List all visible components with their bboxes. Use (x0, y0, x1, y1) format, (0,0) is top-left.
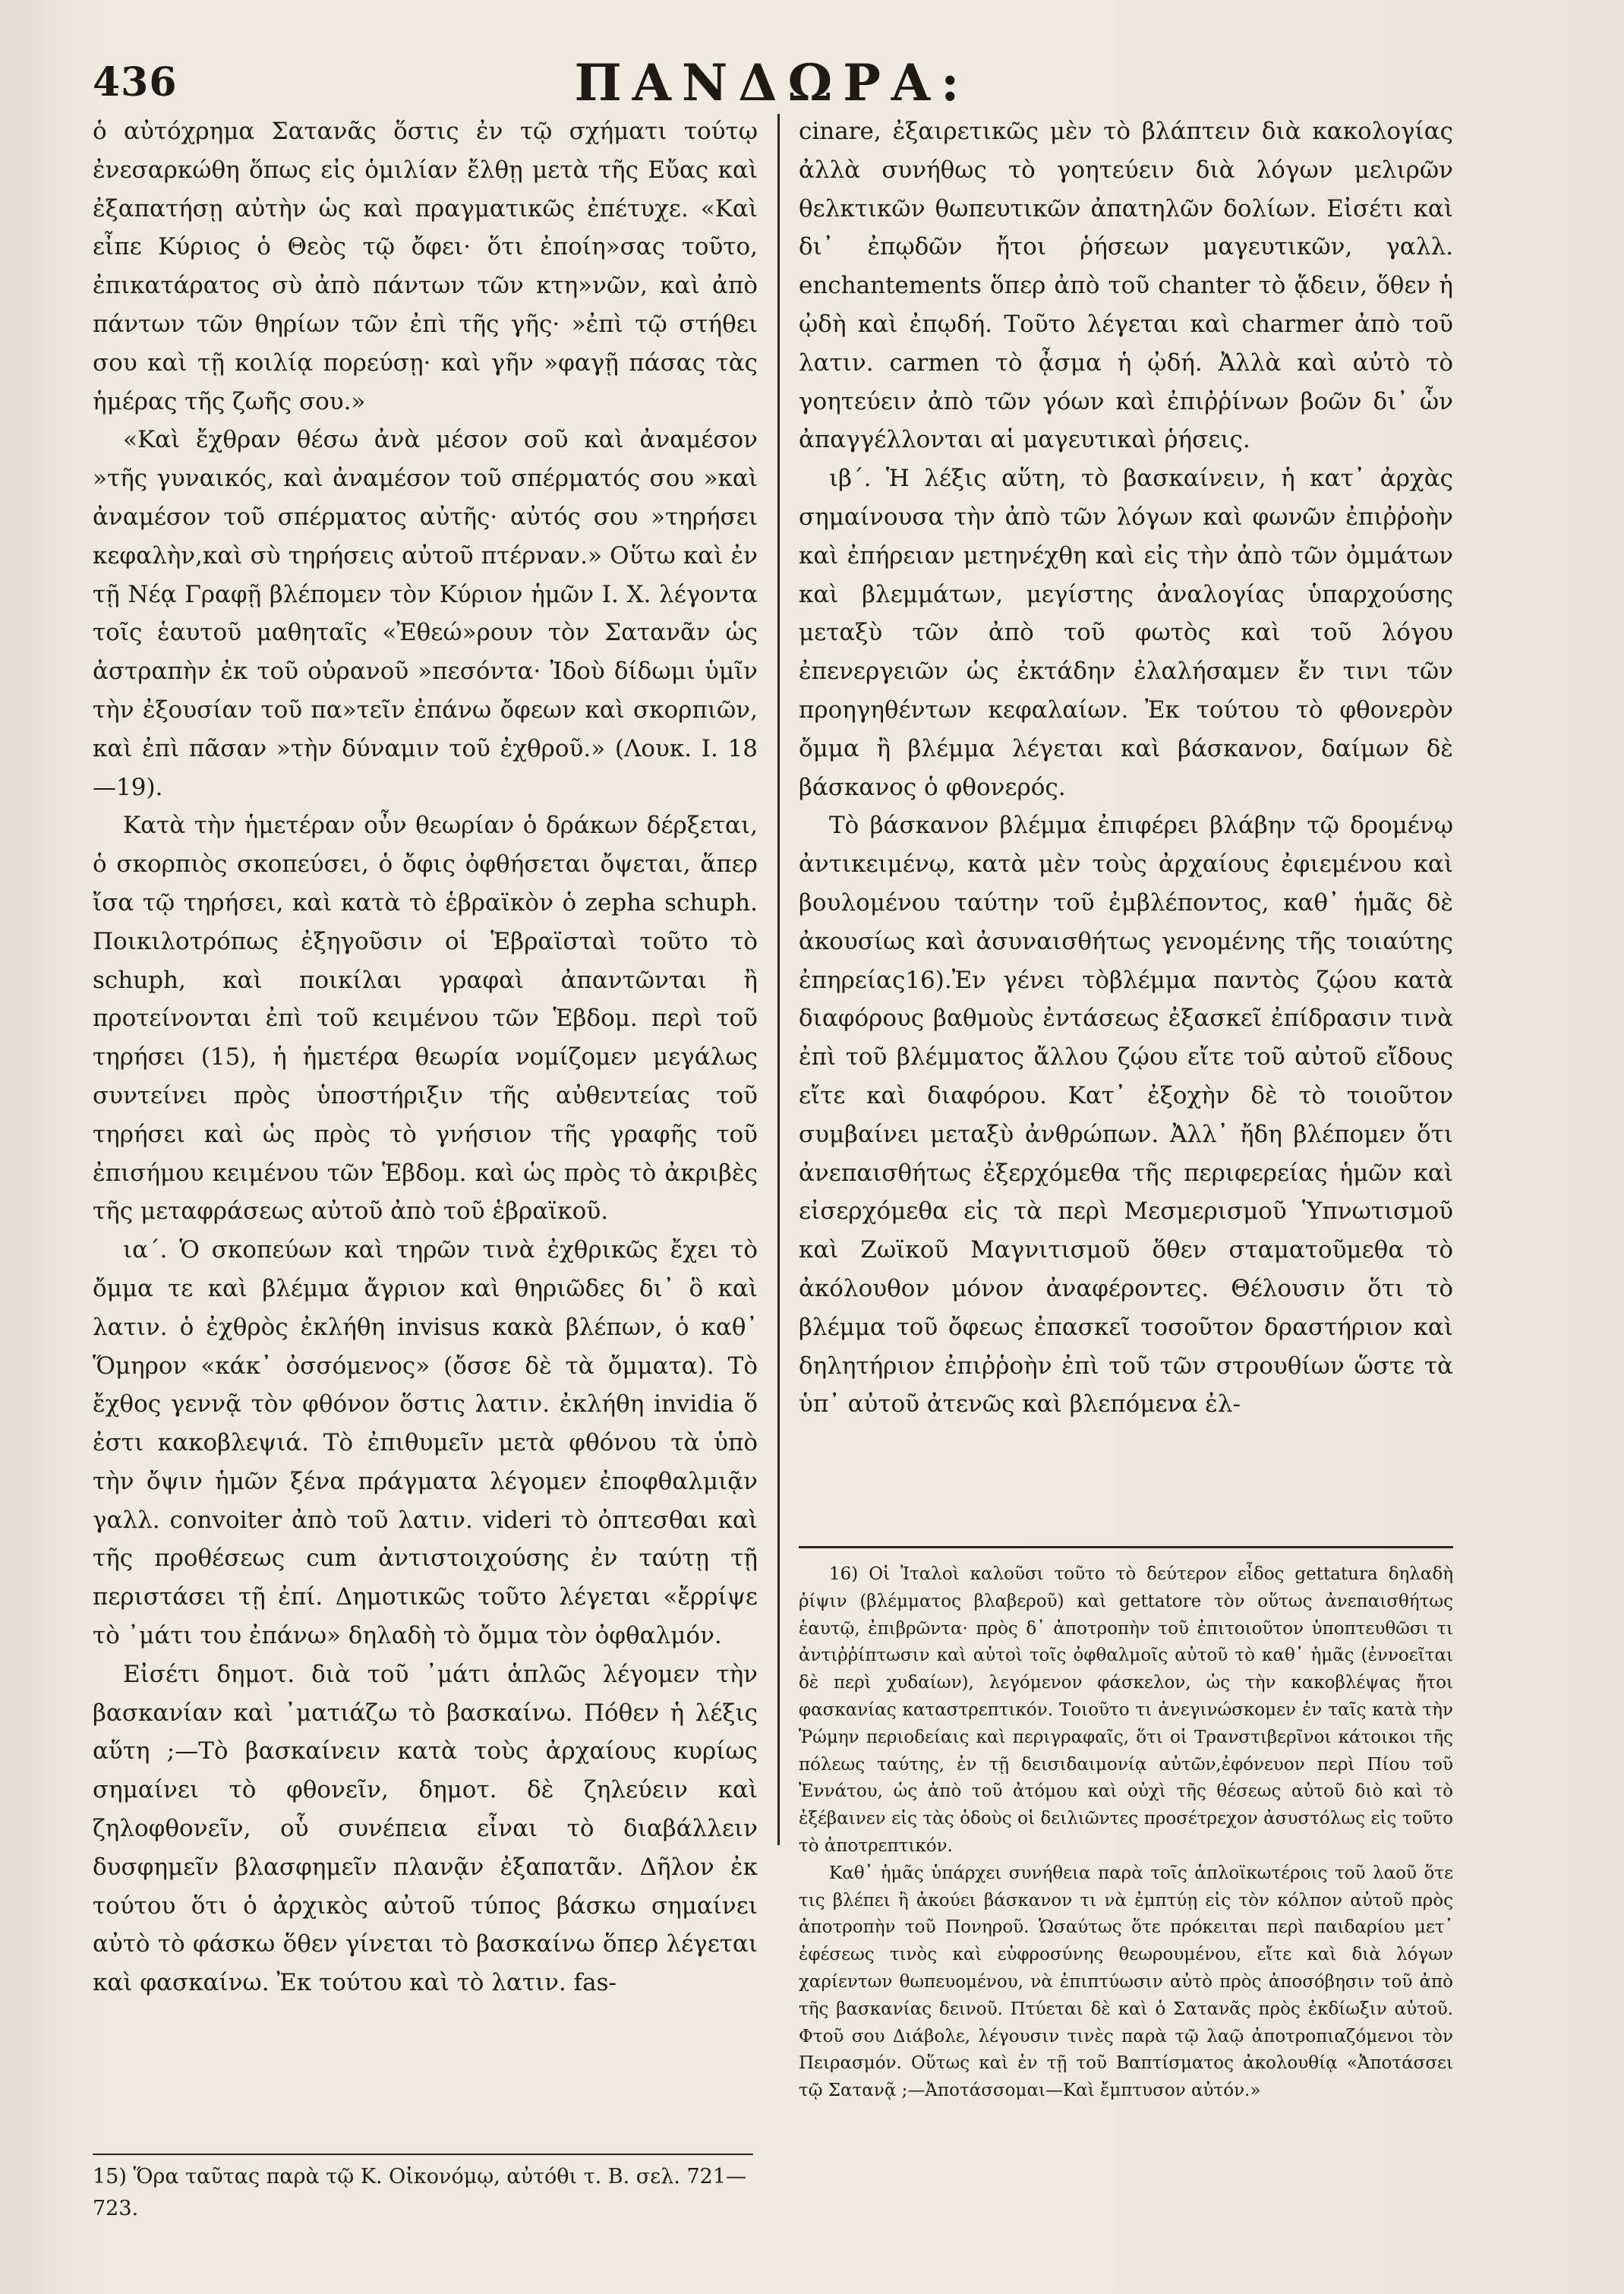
footnote-15: 15) Ὅρα ταῦτας παρὰ τῷ Κ. Οἰκονόμῳ, αὐτόθι τ. Β. σελ. 721—723. (93, 2165, 747, 2220)
right-column (799, 112, 1453, 1424)
right-paragraph-1: cinare, ἐξαιρετικῶς μὲν τὸ βλάπτειν διὰ κακολογίας ἀλλὰ συνήθως τὸ γοητεύειν διὰ λόγων μελιρῶν θελκτικῶν θωπευτικῶν ἀπατηλῶν δολίων. Εἰσέτι καὶ δι᾽ ἐπῳδῶν ἤτοι ῥήσεων μαγευτικῶν, γαλλ. enchantements ὅπερ ἀπὸ τοῦ chanter τὸ ᾄδειν, ὅθεν ἡ ᾠδὴ καὶ ἐπῳδή. Τοῦτο λέγεται καὶ charmer ἀπὸ τοῦ λατιν. carmen τὸ ᾆσμα ἡ ᾠδή. Ἀλλὰ καὶ αὐτὸ τὸ γοητεύειν ἀπὸ τῶν γόων καὶ ἐπιῤῥίνων βοῶν δι᾽ ὧν ἀπαγγέλλονται αἱ μαγευτικαὶ ῥήσεις. (799, 118, 1453, 454)
left-paragraph-4: ια΄. Ὁ σκοπεύων καὶ τηρῶν τινὰ ἐχθρικῶς ἔχει τὸ ὄμμα τε καὶ βλέμμα ἄγριον καὶ θηριῶδες δι᾽ ὃ καὶ λατιν. ὁ ἐχθρὸς ἐκλήθη invisus κακὰ βλέπων, ὁ καθ᾽ Ὅμηρον «κάκ᾽ ὀσσόμενος» (ὄσσε δὲ τὰ ὄμματα). Τὸ ἔχθος γεννᾷ τὸν φθόνον ὅστις λατιν. ἐκλήθη invidia ὅ ἐστι κακοβλεψιά. Τὸ ἐπιθυμεῖν μετὰ φθόνου τὰ ὑπὸ τὴν ὄψιν ἡμῶν ξένα πράγματα λέγομεν ἐποφθαλμιᾷν γαλλ. convoiter ἀπὸ τοῦ λατιν. videri τὸ ὀπτεσθαι καὶ τῆς προθέσεως cum ἀντιστοιχούσης ἐν ταύτῃ τῇ περιστάσει τῇ ἐπί. Δημοτικῶς τοῦτο λέγεται «ἔρρίψε τὸ ᾽μάτι του ἐπάνω» δηλαδὴ τὸ ὄμμα τὸν ὀφθαλμόν. (93, 1236, 758, 1650)
footnote-16-continued: Καθ᾽ ἡμᾶς ὑπάρχει συνήθεια παρὰ τοῖς ἁπλοϊκωτέροις τοῦ λαοῦ ὅτε τις βλέπει ἢ ἀκούει βάσκανον τι νὰ ἐμπτύῃ εἰς τὸν κόλπον αὐτοῦ πρὸς ἀποτροπὴν τοῦ Πονηροῦ. Ὡσαύτως ὅτε πρόκειται περὶ παιδαρίου μετ᾽ ἐφέσεως τινὸς καὶ εὐφροσύνης θεωρουμένου, εἴτε καὶ διὰ λόγων χαρίεντων θωπευομένου, νὰ ἐπιπτύωσιν αὐτὸ πρὸς ἀποσόβησιν τοῦ ἀπὸ τῆς βασκανίας δεινοῦ. Πτύεται δὲ καὶ ὁ Σατανᾶς πρὸς ἐκδίωξιν αὐτοῦ. Φτοῦ σου Διάβολε, λέγουσιν τινὲς παρὰ τῷ λαῷ ἀποτροπιαζόμενοι τὸν Πειρασμόν. Οὕτως καὶ ἐν τῇ τοῦ Βαπτίσματος ἀκολουθίᾳ «Ἀποτάσσει τῷ Σατανᾷ ;—Ἀποτάσσομαι—Καὶ ἔμπτυσον αὐτόν.» (799, 1863, 1453, 2101)
page-number: 436 (93, 59, 178, 106)
column-divider (777, 114, 780, 1845)
journal-title: ΠΑΝΔΩΡΑ: (574, 53, 970, 112)
left-paragraph-5: Εἰσέτι δημοτ. διὰ τοῦ ᾽μάτι ἁπλῶς λέγομεν τὴν βασκανίαν καὶ ᾽ματιάζω τὸ βασκαίνω. Πόθεν ἡ λέξις αὕτη ;—Τὸ βασκαίνειν κατὰ τοὺς ἀρχαίους κυρίως σημαίνει τὸ φθονεῖν, δημοτ. δὲ ζηλεύειν καὶ ζηλοφθονεῖν, οὗ συνέπεια εἶναι τὸ διαβάλλειν δυσφημεῖν βλασφημεῖν πλανᾷν ἐξαπατᾶν. Δῆλον ἐκ τούτου ὅτι ὁ ἀρχικὸς αὐτοῦ τύπος βάσκω σημαίνει αὐτὸ τὸ φάσκω ὅθεν γίνεται τὸ βασκαίνω ὅπερ λέγεται καὶ φασκαίνω. Ἐκ τούτου καὶ τὸ λατιν. fas- (93, 1660, 758, 1997)
footnote-16: 16) Οἱ Ἰταλοὶ καλοῦσι τοῦτο τὸ δεύτερον εἶδος gettatura δηλαδὴ ῥίψιν (βλέμματος βλαβεροῦ) καὶ gettatore τὸν οὕτως ἀνεπαισθήτως ἑαυτῷ, ἐπιβρῶντα· πρὸς δ᾽ ἀποτροπὴν τοῦ ἐπιτοιοῦτον ὑποπτευθῶσι τι ἀντιῤῥίπτωσιν καὶ αὐτοὶ τοῖς ὀφθαλμοῖς αὐτοῦ τὸ καθ᾽ ἡμᾶς (ἐννοεῖται δὲ περὶ χυδαίων), λεγόμενον φάσκελον, ὡς τὴν κακοβλέψας ἤτοι φασκανίας καταστρεπτικόν. Τοιοῦτο τι ἀνεγινώσκομεν ἐν ταῖς κατὰ τὴν Ῥώμην περιοδείαις καὶ περιγραφαῖς, ὅτι οἱ Τρανστιβερῖνοι κάτοικοι τῆς πόλεως ταύτης, ἐν τῇ δεισιδαιμονίᾳ αὐτῶν,ἐφόνευον περὶ Πίου τοῦ Ἐννάτου, ὡς ἀπὸ τοῦ ἀτόμου καὶ οὐχὶ τῆς θέσεως αὐτοῦ διὸ καὶ τὸ ἐξέβαινεν εἰς τὰς ὁδοὺς οἱ δειλιῶντες προσέτρεχον ἀσυστόλως εἰς τοῦτο τὸ ἀποτρεπτικόν. (799, 1564, 1453, 1856)
left-paragraph-3: Κατὰ τὴν ἡμετέραν οὖν θεωρίαν ὁ δράκων δέρξεται, ὁ σκορπιὸς σκοπεύσει, ὁ ὄφις ὀφθήσεται ὄψεται, ἅπερ ἴσα τῷ τηρήσει, καὶ κατὰ τὸ ἑβραϊκὸν ὁ zepha schuph. Ποικιλοτρόπως ἐξηγοῦσιν οἱ Ἑβραϊσταὶ τοῦτο τὸ schuph, καὶ ποικίλαι γραφαὶ ἀπαντῶνται ἢ προτείνονται ἐπὶ τοῦ κειμένου τῶν Ἑβδομ. περὶ τοῦ τηρήσει (15), ἡ ἡμετέρα θεωρία νομίζομεν μεγάλως συντείνει πρὸς ὑποστήριξιν τῆς αὐθεντείας τοῦ τηρήσει καὶ ὡς πρὸς τὸ γνήσιον τῆς γραφῆς τοῦ ἐπισήμου κειμένου τῶν Ἑβδομ. καὶ ὡς πρὸς τὸ ἀκριβὲς τῆς μεταφράσεως αὐτοῦ ἀπὸ τοῦ ἑβραϊκοῦ. (93, 812, 758, 1226)
left-paragraph-2: «Καὶ ἔχθραν θέσω ἀνὰ μέσον σοῦ καὶ ἀναμέσον »τῆς γυναικός, καὶ ἀναμέσον τοῦ σπέρματός σου »καὶ ἀναμέσον τοῦ σπέρματος αὐτῆς· αὐτός σου »τηρήσει κεφαλὴν,καὶ σὺ τηρήσεις αὐτοῦ πτέρναν.» Οὕτω καὶ ἐν τῇ Νέᾳ Γραφῇ βλέπομεν τὸν Κύριον ἡμῶν Ι. Χ. λέγοντα τοῖς ἑαυτοῦ μαθηταῖς «Ἐθεώ»ρουν τὸν Σατανᾶν ὡς ἀστραπὴν ἐκ τοῦ οὐρανοῦ »πεσόντα· Ἰδοὺ δίδωμι ὑμῖν τὴν ἐξουσίαν τοῦ πα»τεῖν ἐπάνω ὄφεων καὶ σκορπιῶν, καὶ ἐπὶ πᾶσαν »τὴν δύναμιν τοῦ ἐχθροῦ.» (Λουκ. Ι. 18—19). (93, 426, 758, 801)
right-paragraph-3: Τὸ βάσκανον βλέμμα ἐπιφέρει βλάβην τῷ δρομένῳ ἀντικειμένῳ, κατὰ μὲν τοὺς ἀρχαίους ἐφιεμένου καὶ βουλομένου ταύτην τοῦ ἐμβλέποντος, καθ᾽ ἡμᾶς δὲ ἀκουσίως καὶ ἀσυναισθήτως γενομένης τῆς τοιαύτης ἐπηρείας16).Ἐν γένει τὸβλέμμα παντὸς ζῴου κατὰ διαφόρους βαθμοὺς ἐντάσεως ἐξασκεῖ ἐπίδρασιν τινὰ ἐπὶ τοῦ βλέμματος ἄλλου ζῴου εἴτε τοῦ αὐτοῦ εἴδους εἴτε καὶ διαφόρου. Κατ᾽ ἐξοχὴν δὲ τὸ τοιοῦτον συμβαίνει μεταξὺ ἀνθρώπων. Ἀλλ᾽ ἤδη βλέπομεν ὅτι ἀνεπαισθήτως ἐξερχόμεθα τῆς περιφερείας ἡμῶν καὶ εἰσερχόμεθα εἰς τὰ περὶ Μεσμερισμοῦ Ὑπνωτισμοῦ καὶ Ζωϊκοῦ Μαγνιτισμοῦ ὅθεν σταματοῦμεθα τὸ ἀκόλουθον μόνον ἀναφέροντες. Θέλουσιν ὅτι τὸ βλέμμα τοῦ ὄφεως ἐπασκεῖ τοσοῦτον δραστήριον καὶ δηλητήριον ἐπιῤῥοὴν ἐπὶ τοῦ τῶν στρουθίων ὥστε τὰ ὑπ᾽ αὐτοῦ ἀτενῶς καὶ βλεπόμενα ἐλ- (799, 812, 1453, 1418)
right-footnote (799, 1561, 1453, 2105)
left-column (93, 112, 758, 2002)
left-paragraph-1: ὁ αὐτόχρημα Σατανᾶς ὅστις ἐν τῷ σχήματι τούτῳ ἐνεσαρκώθη ὅπως εἰς ὁμιλίαν ἔλθῃ μετὰ τῆς Εὔας καὶ ἐξαπατήσῃ αὐτὴν ὡς καὶ πραγματικῶς ἐπέτυχε. «Καὶ εἶπε Κύριος ὁ Θεὸς τῷ ὄφει· ὅτι ἐποίη»σας τοῦτο, ἐπικατάρατος σὺ ἀπὸ πάντων τῶν κτη»νῶν, καὶ ἀπὸ πάντων τῶν θηρίων τῶν ἐπὶ τῆς γῆς· »ἐπὶ τῷ στήθει σου καὶ τῇ κοιλίᾳ πορεύσῃ· καὶ γῆν »φαγῇ πάσας τὰς ἡμέρας τῆς ζωῆς σου.» (93, 118, 758, 415)
right-footnote-rule (799, 1546, 1453, 1548)
right-paragraph-2: ιβ΄. Ἡ λέξις αὕτη, τὸ βασκαίνειν, ἡ κατ᾽ ἀρχὰς σημαίνουσα τὴν ἀπὸ τῶν λόγων καὶ φωνῶν ἐπιῤῥοὴν καὶ ἐπήρειαν μετηνέχθη καὶ εἰς τὴν ἀπὸ τῶν ὀμμάτων καὶ βλεμμάτων, μεγίστης ἀναλογίας ὑπαρχούσης μεταξὺ τῶν ἀπὸ τοῦ φωτὸς καὶ τοῦ λόγου ἐπενεργειῶν ὡς ἐκτάδην ἐλαλήσαμεν ἔν τινι τῶν προηγηθέντων κεφαλαίων. Ἐκ τούτου τὸ φθονερὸν ὄμμα ἢ βλέμμα λέγεται καὶ βάσκανον, δαίμων δὲ βάσκανος ὁ φθονερός. (799, 465, 1453, 801)
left-footnote-rule (93, 2154, 753, 2155)
